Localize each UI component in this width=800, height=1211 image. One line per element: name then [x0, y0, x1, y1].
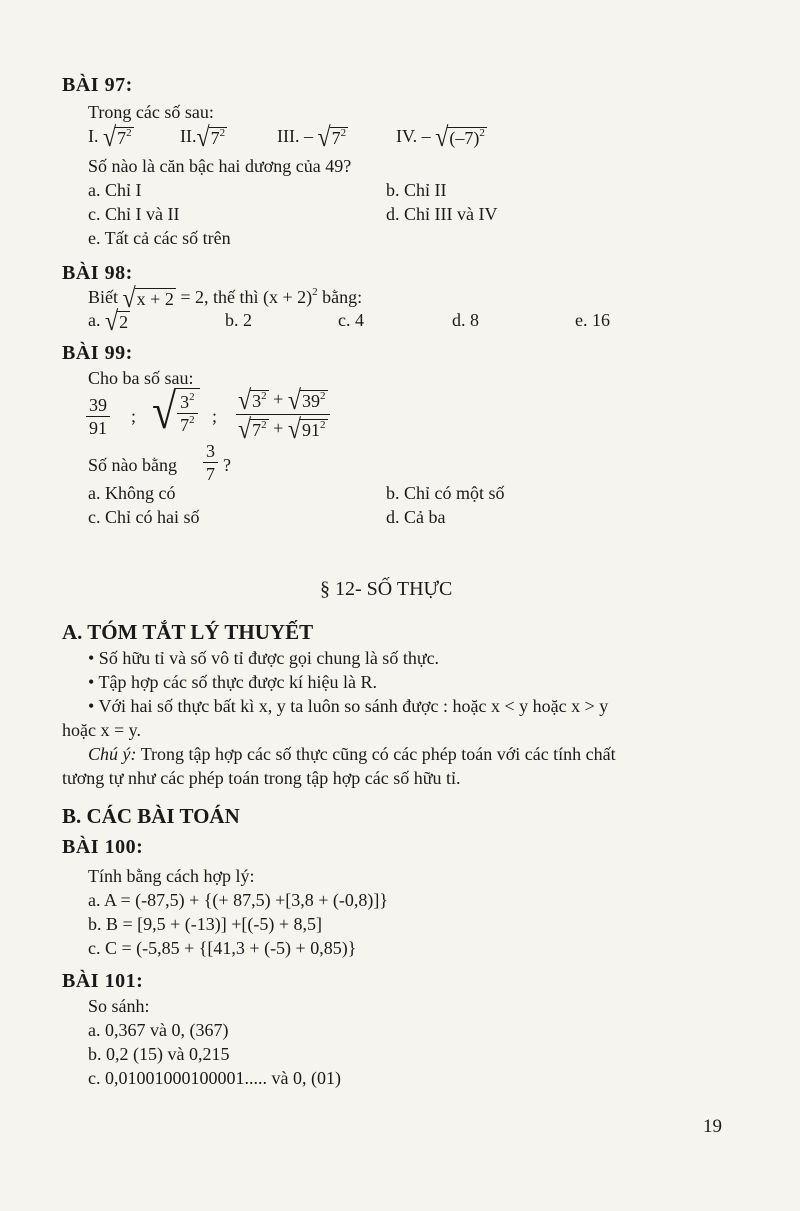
- bai97-answer-b: b. Chỉ II: [386, 180, 447, 200]
- theory-bullet-2: • Tập hợp các số thực được kí hiệu là R.: [88, 672, 377, 692]
- bai100-item-a: a. A = (-87,5) + {(+ 87,5) +[3,8 + (-0,8)]}: [88, 890, 388, 910]
- theory-bullet-1: • Số hữu tỉ và số vô tỉ được gọi chung là số thực.: [88, 648, 440, 668]
- theory-bullet-3-cont: hoặc x = y.: [62, 720, 141, 740]
- bai98-answer-b: b. 2: [225, 310, 252, 330]
- bai99-intro: Cho ba số sau:: [88, 368, 194, 388]
- bai99-question-fraction: $\frac{3}{7}$: [203, 440, 218, 485]
- theory-note-line-1: Chú ý: Trong tập hợp các số thực cũng có các phép toán với các tính chất: [88, 744, 616, 764]
- bai98-answer-e: e. 16: [575, 310, 610, 330]
- bai99-number-3: √ $3^2$ + √ $39^2$ √ $7^2$ + √ $91^2$: [236, 388, 330, 441]
- bai99-number-1: $\frac{39}{91}$: [86, 394, 110, 439]
- bai100-item-b: b. B = [9,5 + (-13)] +[(-5) + 8,5]: [88, 914, 323, 934]
- bai99-answer-d: d. Cả ba: [386, 507, 446, 527]
- bai99-answer-b: b. Chỉ có một số: [386, 483, 505, 503]
- bai101-heading: BÀI 101:: [62, 970, 144, 992]
- page-number: 19: [703, 1116, 722, 1137]
- section-title: § 12- SỐ THỰC: [320, 578, 453, 600]
- bai98-heading: BÀI 98:: [62, 262, 133, 284]
- bai97-option-3: III. – √ $7^2$: [277, 122, 347, 153]
- bai100-heading: BÀI 100:: [62, 836, 144, 858]
- problems-heading: B. CÁC BÀI TOÁN: [62, 804, 240, 828]
- theory-bullet-3: • Với hai số thực bất kì x, y ta luôn so sánh được : hoặc x < y hoặc x > y: [88, 696, 609, 716]
- bai97-answer-c: c. Chỉ I và II: [88, 204, 180, 224]
- bai99-question: Số nào bằng: [88, 455, 177, 475]
- bai100-item-c: c. C = (-5,85 + {[41,3 + (-5) + 0,85)}: [88, 938, 357, 958]
- bai101-item-a: a. 0,367 và 0, (367): [88, 1020, 229, 1040]
- bai101-item-c: c. 0,01001000100001..... và 0, (01): [88, 1068, 341, 1088]
- bai98-answer-d: d. 8: [452, 310, 479, 330]
- bai97-answer-d: d. Chỉ III và IV: [386, 204, 498, 224]
- bai99-separator-2: ;: [212, 406, 218, 426]
- bai99-number-2: √ $\frac{3^2}{7^2}$: [152, 388, 200, 436]
- bai99-heading: BÀI 99:: [62, 342, 133, 364]
- bai97-intro: Trong các số sau:: [88, 102, 214, 122]
- bai99-answer-a: a. Không có: [88, 483, 176, 503]
- bai101-intro: So sánh:: [88, 996, 150, 1016]
- bai98-answer-a: a. √ 2: [88, 306, 129, 337]
- theory-note-line-2: tương tự như các phép toán trong tập hợp các số hữu tỉ.: [62, 768, 461, 788]
- bai97-answer-e: e. Tất cả các số trên: [88, 228, 231, 248]
- bai99-question-mark: ?: [223, 455, 231, 475]
- bai98-question: Biết √ x + 2 = 2, thế thì $(x + 2)^2$ bằng:: [88, 283, 363, 314]
- bai97-heading: BÀI 97:: [62, 74, 133, 96]
- bai99-answer-c: c. Chỉ có hai số: [88, 507, 200, 527]
- theory-heading: A. TÓM TẮT LÝ THUYẾT: [62, 620, 314, 644]
- bai100-intro: Tính bằng cách hợp lý:: [88, 866, 255, 886]
- bai97-option-2: II. √ $7^2$: [180, 122, 226, 153]
- bai98-answer-c: c. 4: [338, 310, 364, 330]
- bai97-option-4: IV. – √ $(-7)^2$: [396, 122, 485, 153]
- bai97-option-1: I. √ $7^2$: [88, 122, 132, 153]
- bai97-answer-a: a. Chỉ I: [88, 180, 142, 200]
- bai101-item-b: b. 0,2 (15) và 0,215: [88, 1044, 230, 1064]
- bai97-question: Số nào là căn bậc hai dương của 49?: [88, 156, 352, 176]
- note-label: Chú ý:: [88, 744, 137, 764]
- bai99-separator-1: ;: [131, 406, 137, 426]
